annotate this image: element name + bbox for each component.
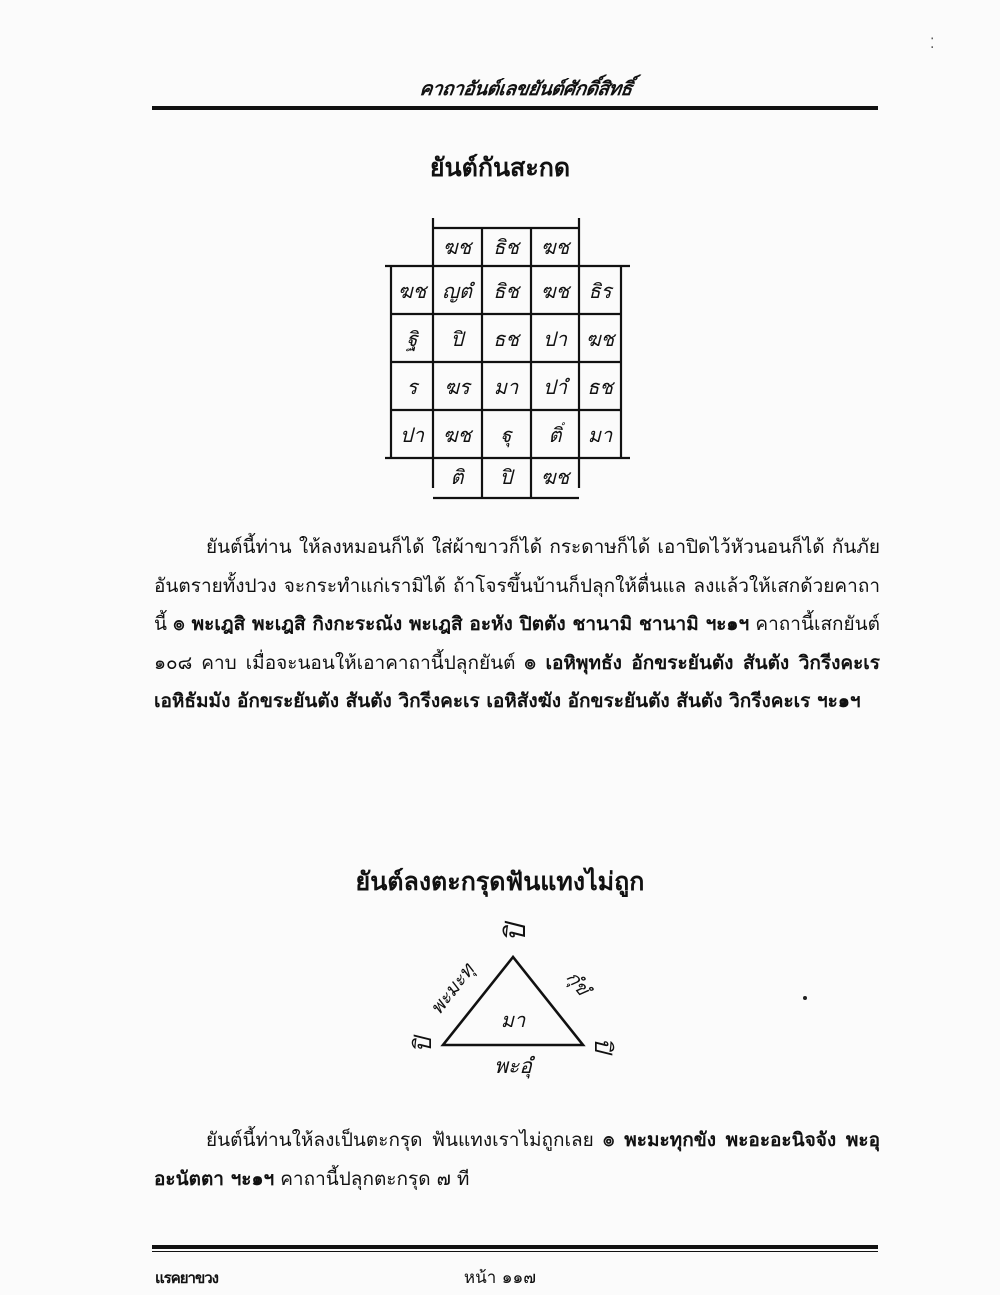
yantra-cell-glyph: ร (406, 375, 418, 399)
yantra-grid (385, 218, 630, 508)
header-rule (152, 106, 878, 110)
publisher-mark: แรคยาขวง (155, 1269, 218, 1287)
yantra-cell-glyph: ฆช (540, 465, 570, 489)
yantra-cell-glyph: มา (493, 375, 519, 399)
yantra-cell-glyph: ปาํ (543, 375, 567, 399)
yantra-cell-glyph: ปิ (450, 327, 464, 351)
section1-paragraph (154, 528, 880, 721)
footer-rule (152, 1245, 878, 1249)
triangle-bottom-glyph: พะอุํ (494, 1054, 532, 1078)
yantra-cell-glyph: ฐุ (500, 423, 512, 447)
yantra-grid-lines (385, 218, 630, 498)
yantra-cell-glyph: ฆช (397, 279, 427, 303)
triangle-left-corner-glyph: ปิ (409, 1037, 437, 1053)
yantra-cell-glyph: ธช (493, 327, 519, 351)
incantation-text: ๏ เอหิพุทธัง อักขระยันตัง สันตัง วิกรีงคะเร เอหิธัมมัง อักขระยันตัง สันตัง วิกรีงคะเร เอหิสังฆัง อักขระยันตัง สันตัง วิกรีงคะเร ฯะ๑ฯ (154, 651, 880, 712)
paragraph-text: ยันต์นี้ท่านให้ลงเป็นตะกรุด ฟันแทงเราไม่ถูกเลย (206, 1129, 603, 1151)
incantation-text: ๏ พะเฎสิ พะเฎสิ กิงกะระณัง พะเฎสิ อะหัง ปิตตัง ชานามิ ชานามิ ฯะ๑ฯ (173, 613, 750, 635)
footer-rule-thin (152, 1251, 878, 1252)
paragraph-text: คาถานี้เสกยันต์ ๑๐๘ คาบ เมื่อจะนอนให้เอาคาถานี้ปลุกยันต์ (154, 613, 880, 674)
yantra-cell-glyph: ติํ (548, 423, 562, 447)
triangle-right-corner-glyph: ปิ (589, 1037, 617, 1053)
speck (803, 996, 807, 1000)
yantra-cell-glyph: ฆช (540, 235, 570, 259)
scan-mark: ⁚ (930, 36, 935, 52)
yantra-cell-glyph: ฆร (444, 375, 470, 399)
yantra-cell-glyph: ฐิ (406, 327, 418, 351)
yantra-cell-glyph: ฆช (585, 327, 615, 351)
incantation-text: ๏ พะมะทุกขัง พะอะอะนิจจัง พะอุอะนัตตา ฯะ๑ฯ (154, 1129, 880, 1190)
yantra-cell-glyph: ปา (543, 327, 567, 351)
yantra-cell-glyph: ปา (400, 423, 424, 447)
yantra-cell-glyph: ธช (587, 375, 613, 399)
yantra-cell-glyph: ฆช (540, 279, 570, 303)
section2-paragraph (154, 1121, 880, 1198)
triangle-center-glyph: มา (500, 1008, 526, 1032)
page-number: หน้า ๑๑๗ (463, 1268, 537, 1288)
yantra-cell-glyph: ฆช (442, 423, 472, 447)
yantra-cell-glyph: ฆช (442, 235, 472, 259)
triangle-right-glyph: กุํขํ (561, 966, 594, 1000)
running-header: คาถาอันต์เลขยันต์ศักดิ์สิทธิ์ (418, 78, 634, 100)
paragraph-text: คาถานี้ปลุกตะกรุด ๗ ที (274, 1167, 470, 1190)
section-title-2: ยันต์ลงตะกรุดฟันแทงไม่ถูก (355, 867, 645, 896)
section-title-1: ยันต์กันสะกด (429, 153, 571, 182)
triangle-left-glyph: พะมะทุ (425, 959, 479, 1019)
yantra-cell-glyph: ปิ (499, 465, 513, 489)
yantra-cell-glyph: ติ (450, 465, 464, 489)
yantra-cell-glyph: ธิช (493, 279, 519, 303)
triangle-top-glyph: ปิ (499, 924, 532, 942)
paragraph-text: ยันต์นี้ท่าน ให้ลงหมอนก็ได้ ใส่ผ้าขาวก็ได้ กระดาษก็ได้ เอาปิดไว้หัวนอนก็ได้ กันภัยอันตรายทั้งปวง จะกระทำแก่เรามิได้ ถ้าโจรขึ้นบ้านก็ปลุกให้ตื่นแล ลงแล้วให้เสกด้วยคาถานี้ (154, 536, 880, 635)
yantra-cell-glyph: มา (587, 423, 613, 447)
yantra-cell-glyph: ธิช (493, 235, 519, 259)
triangle-yantra (405, 905, 620, 1095)
yantra-cell-glyph: ธิร (588, 279, 612, 303)
yantra-cell-glyph: ญตํ (441, 279, 473, 303)
